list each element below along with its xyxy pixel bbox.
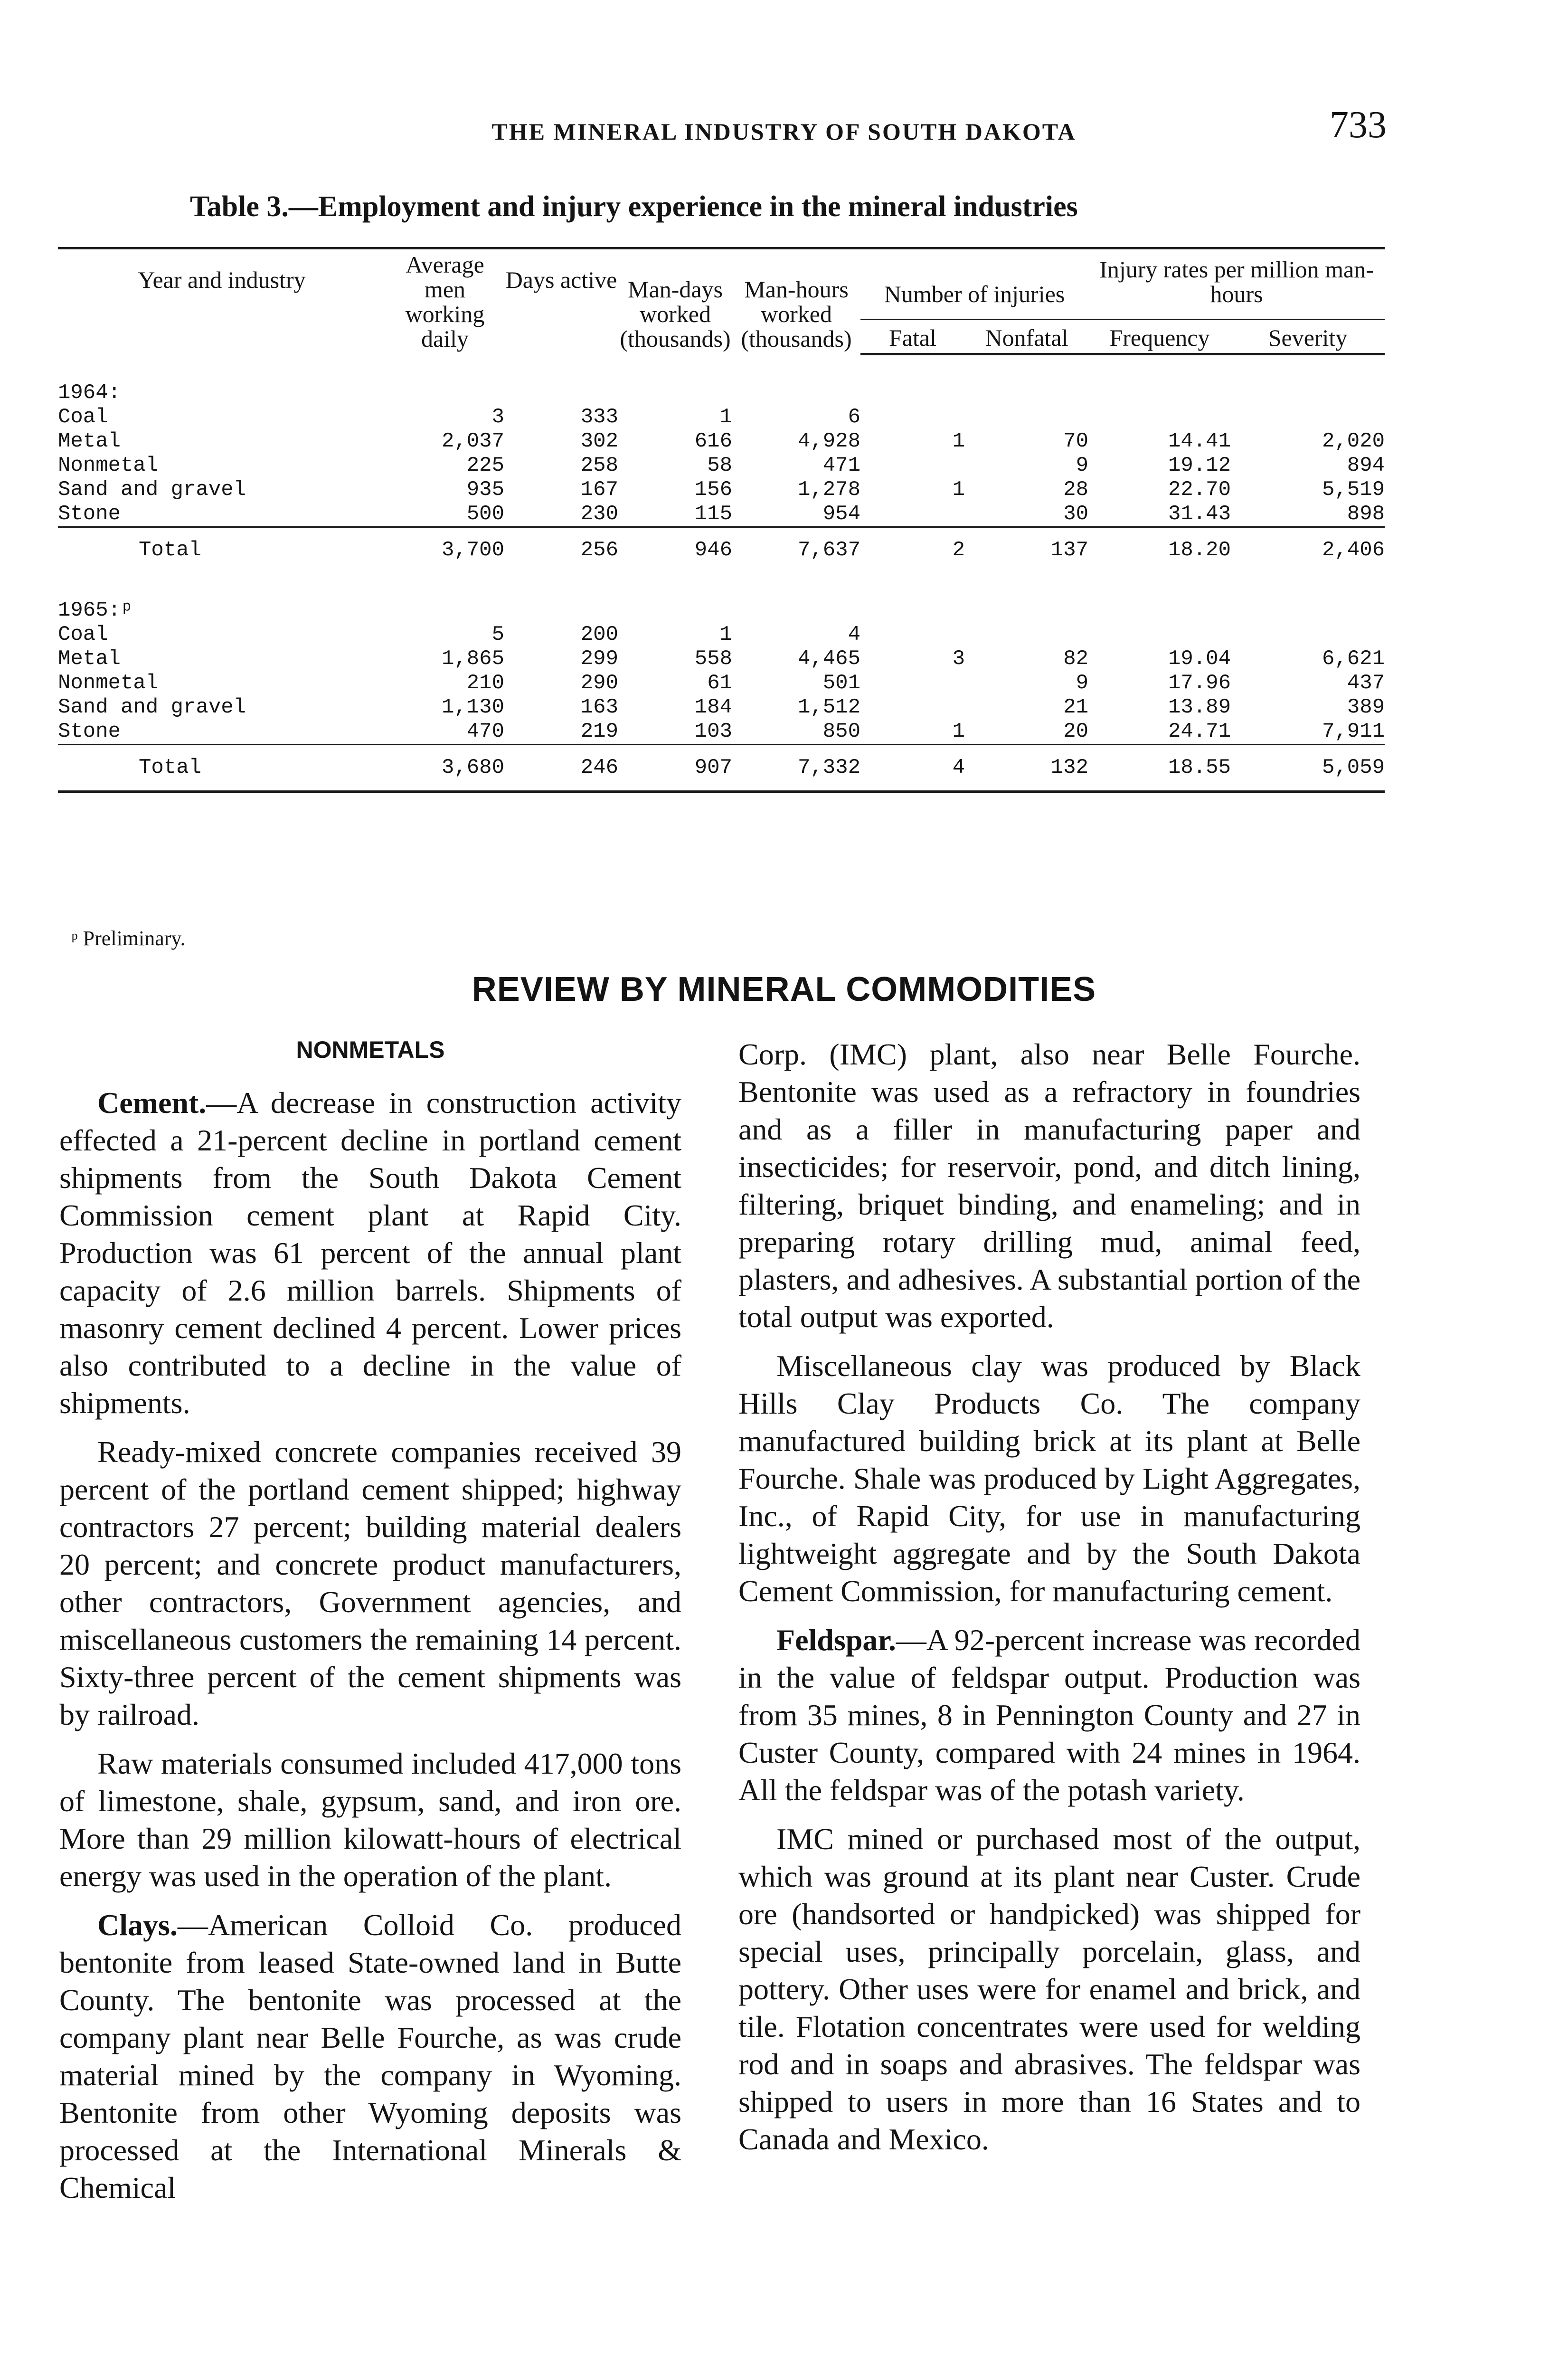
total-frequency: 18.55 [1088, 744, 1231, 791]
table-row [58, 454, 1385, 478]
industry-label: Metal [58, 646, 121, 671]
header-year-industry: Year and industry [58, 248, 386, 354]
cell-man-hours: 471 [822, 453, 860, 477]
cell-days: 333 [580, 405, 618, 429]
cell-men: 3 [491, 405, 504, 429]
cell-nonfatal [965, 623, 1088, 647]
cell-frequency: 17.96 [1168, 671, 1231, 695]
table-row [58, 671, 1385, 695]
paragraph-lead: Feldspar. [776, 1623, 896, 1657]
header-number-of-injuries: Number of injuries [860, 248, 1088, 320]
cell-man-days: 156 [694, 477, 732, 502]
cell-fatal: 1 [952, 719, 965, 743]
total-row [58, 744, 1385, 791]
total-severity: 2,406 [1231, 527, 1385, 573]
page-number: 733 [1330, 104, 1387, 146]
cell-nonfatal: 9 [1076, 671, 1088, 695]
header-fatal: Fatal [860, 319, 965, 354]
paragraph [59, 1084, 681, 1422]
paragraph [738, 1036, 1360, 1336]
cell-frequency: 31.43 [1168, 502, 1231, 526]
cell-fatal: 3 [952, 646, 965, 671]
running-head: THE MINERAL INDUSTRY OF SOUTH DAKOTA [491, 118, 1077, 145]
total-man-hours: 7,332 [732, 744, 860, 791]
cell-severity [1231, 405, 1385, 429]
cell-man-hours: 954 [822, 502, 860, 526]
section-title: REVIEW BY MINERAL COMMODITIES [472, 970, 1096, 1008]
industry-label: Stone [58, 502, 121, 526]
paragraph-text: Ready-mixed concrete companies received 39 percent of the portland cement shipped; highway contractors 27 percent; building material dealers 20 percent; and concrete product manufacturers, other contractors, Government agencies, and miscellaneous customers the remaining 14 percent. Sixty-three percent of the cement shipments was by railroad. [59, 1435, 681, 1731]
cell-man-days: 616 [694, 429, 732, 453]
cell-nonfatal: 28 [1063, 477, 1088, 502]
industry-label: Sand and gravel [58, 695, 246, 719]
cell-days: 200 [580, 622, 618, 646]
cell-days: 230 [580, 502, 618, 526]
cell-man-hours: 1,512 [797, 695, 860, 719]
total-nonfatal: 137 [965, 527, 1088, 573]
cell-fatal [860, 502, 965, 527]
table-body [58, 354, 1385, 791]
table-row [58, 695, 1385, 720]
total-men: 3,680 [386, 744, 504, 791]
cell-man-hours: 4 [848, 622, 860, 646]
header-nonfatal: Nonfatal [965, 319, 1088, 354]
total-label: Total [58, 744, 386, 791]
cell-men: 470 [466, 719, 504, 743]
total-man-hours: 7,637 [732, 527, 860, 573]
cell-fatal [860, 454, 965, 478]
cell-nonfatal: 20 [1063, 719, 1088, 743]
cell-severity: 389 [1347, 695, 1385, 719]
paragraph-text: Corp. (IMC) plant, also near Belle Fourche. Bentonite was used as a refractory in foundries and as a filler in manufacturing paper and insecticides; for reservoir, pond, and ditch lining, filtering, briquet binding, and enameling; and in preparing rotary drilling mud, animal feed, plasters, and adhesives. A substantial portion of the total output was exported. [738, 1037, 1360, 1334]
cell-nonfatal: 21 [1063, 695, 1088, 719]
cell-man-days: 1 [719, 622, 732, 646]
paragraph [738, 1347, 1360, 1610]
industry-label: Nonmetal [58, 671, 159, 695]
total-frequency: 18.20 [1088, 527, 1231, 573]
cell-man-hours: 501 [822, 671, 860, 695]
paragraph [59, 1433, 681, 1733]
cell-men: 1,130 [441, 695, 504, 719]
total-severity: 5,059 [1231, 744, 1385, 791]
paragraph-lead: Cement. [97, 1086, 207, 1120]
table-row [58, 429, 1385, 454]
cell-severity: 7,911 [1322, 719, 1385, 743]
cell-fatal [860, 405, 965, 429]
employment-table-container [58, 247, 1385, 793]
paragraph [738, 1621, 1360, 1809]
cell-men: 500 [466, 502, 504, 526]
year-label: 1965:ᵖ [58, 598, 133, 622]
cell-days: 167 [580, 477, 618, 502]
total-days: 256 [504, 527, 618, 573]
total-row [58, 527, 1385, 573]
cell-man-days: 103 [694, 719, 732, 743]
cell-man-days: 1 [719, 405, 732, 429]
header-man-hours: Man-hours worked (thousands) [732, 248, 860, 354]
paragraph [59, 1745, 681, 1895]
cell-days: 163 [580, 695, 618, 719]
cell-severity: 894 [1347, 453, 1385, 477]
text-column-left [59, 1036, 681, 2218]
cell-severity: 2,020 [1322, 429, 1385, 453]
cell-fatal [860, 623, 965, 647]
paragraph [59, 1906, 681, 2206]
cell-days: 219 [580, 719, 618, 743]
cell-frequency: 14.41 [1168, 429, 1231, 453]
cell-severity: 5,519 [1322, 477, 1385, 502]
paragraph-text: Miscellaneous clay was produced by Black Hills Clay Products Co. The company manufactured building brick at its plant at Belle Fourche. Shale was produced by Light Aggregates, Inc., of Rapid City, for use in manufacturing lightweight aggregate and by the South Dakota Cement Commission, for manufacturing cement. [738, 1349, 1360, 1608]
cell-man-hours: 6 [848, 405, 860, 429]
cell-fatal [860, 695, 965, 720]
paragraph-text: Raw materials consumed included 417,000 tons of limestone, shale, gypsum, sand, and iron ore. More than 29 million kilowatt-hours of electrical energy was used in the operation of the plant. [59, 1747, 681, 1893]
industry-label: Stone [58, 719, 121, 743]
paragraph-text: IMC mined or purchased most of the output, which was ground at its plant near Custer. Crude ore (handsorted or handpicked) was shipped for special uses, principally porcelain, glass, and pottery. Other uses were for enamel and brick, and tile. Flotation concentrates were used for welding rod and in soaps and abrasives. The feldspar was shipped to users in more than 16 States and to Canada and Mexico. [738, 1822, 1360, 2156]
table-title: Table 3.—Employment and injury experience in the mineral industries [190, 190, 1078, 223]
industry-label: Metal [58, 429, 121, 453]
table-footnote: ᵖ Preliminary. [71, 927, 186, 950]
total-man-days: 907 [618, 744, 732, 791]
cell-men: 935 [466, 477, 504, 502]
cell-frequency: 22.70 [1168, 477, 1231, 502]
cell-men: 1,865 [441, 646, 504, 671]
paragraph-text: —American Colloid Co. produced bentonite from leased State-owned land in Butte County. The bentonite was processed at the company plant near Belle Fourche, as was crude material mined by the company in Wyoming. Bentonite from other Wyoming deposits was processed at the International Minerals & Chemical [59, 1908, 681, 2204]
cell-fatal: 1 [952, 429, 965, 453]
cell-frequency: 19.04 [1168, 646, 1231, 671]
cell-severity [1231, 623, 1385, 647]
industry-label: Coal [58, 405, 108, 429]
header-average-men: Average men working daily [386, 248, 504, 354]
text-column-right [738, 1036, 1360, 2169]
cell-man-hours: 1,278 [797, 477, 860, 502]
cell-frequency [1088, 405, 1231, 429]
cell-man-days: 558 [694, 646, 732, 671]
table-row [58, 647, 1385, 671]
employment-injury-table [58, 247, 1385, 793]
cell-man-days: 61 [707, 671, 732, 695]
industry-label: Sand and gravel [58, 477, 246, 502]
total-nonfatal: 132 [965, 744, 1088, 791]
paragraph-text: —A decrease in construction activity effected a 21-percent decline in portland cement shipments from the South Dakota Cement Commission cement plant at Rapid City. Production was 61 percent of the annual plant capacity of 2.6 million barrels. Shipments of masonry cement declined 4 percent. Lower prices also contributed to a decline in the value of shipments. [59, 1086, 681, 1420]
left-paragraphs [59, 1084, 681, 2206]
cell-man-hours: 850 [822, 719, 860, 743]
cell-man-days: 115 [694, 502, 732, 526]
table-row [58, 502, 1385, 527]
cell-severity: 898 [1347, 502, 1385, 526]
table-row [58, 405, 1385, 429]
cell-days: 258 [580, 453, 618, 477]
total-days: 246 [504, 744, 618, 791]
cell-days: 290 [580, 671, 618, 695]
cell-man-days: 184 [694, 695, 732, 719]
cell-men: 225 [466, 453, 504, 477]
cell-frequency [1088, 623, 1231, 647]
cell-nonfatal [965, 405, 1088, 429]
cell-nonfatal: 82 [1063, 646, 1088, 671]
header-frequency: Frequency [1088, 319, 1231, 354]
cell-men: 210 [466, 671, 504, 695]
cell-man-days: 58 [707, 453, 732, 477]
cell-nonfatal: 70 [1063, 429, 1088, 453]
total-label: Total [58, 527, 386, 573]
header-severity: Severity [1231, 319, 1385, 354]
year-label: 1964: [58, 380, 121, 405]
paragraph-text: —A 92-percent increase was recorded in the value of feldspar output. Production was from 35 mines, 8 in Pennington County and 27 in Custer County, compared with 24 mines in 1964. All the feldspar was of the potash variety. [738, 1623, 1360, 1807]
cell-severity: 437 [1347, 671, 1385, 695]
industry-label: Coal [58, 622, 108, 646]
header-injury-rates: Injury rates per million man-hours [1088, 248, 1385, 320]
cell-severity: 6,621 [1322, 646, 1385, 671]
header-days-active: Days active [504, 248, 618, 354]
subhead-nonmetals: NONMETALS [296, 1036, 445, 1063]
total-fatal: 4 [860, 744, 965, 791]
paragraph [738, 1820, 1360, 2158]
cell-men: 2,037 [441, 429, 504, 453]
total-man-days: 946 [618, 527, 732, 573]
cell-nonfatal: 9 [1076, 453, 1088, 477]
cell-man-hours: 4,928 [797, 429, 860, 453]
total-men: 3,700 [386, 527, 504, 573]
cell-men: 5 [491, 622, 504, 646]
table-row [58, 478, 1385, 502]
table-row [58, 720, 1385, 745]
right-paragraphs [738, 1036, 1360, 2158]
cell-days: 302 [580, 429, 618, 453]
total-fatal: 2 [860, 527, 965, 573]
header-man-days: Man-days worked (thousands) [618, 248, 732, 354]
cell-frequency: 24.71 [1168, 719, 1231, 743]
cell-fatal: 1 [952, 477, 965, 502]
paragraph-lead: Clays. [97, 1908, 178, 1942]
cell-nonfatal: 30 [1063, 502, 1088, 526]
cell-man-hours: 4,465 [797, 646, 860, 671]
cell-days: 299 [580, 646, 618, 671]
cell-frequency: 13.89 [1168, 695, 1231, 719]
cell-fatal [860, 671, 965, 695]
cell-frequency: 19.12 [1168, 453, 1231, 477]
industry-label: Nonmetal [58, 453, 159, 477]
table-row [58, 623, 1385, 647]
